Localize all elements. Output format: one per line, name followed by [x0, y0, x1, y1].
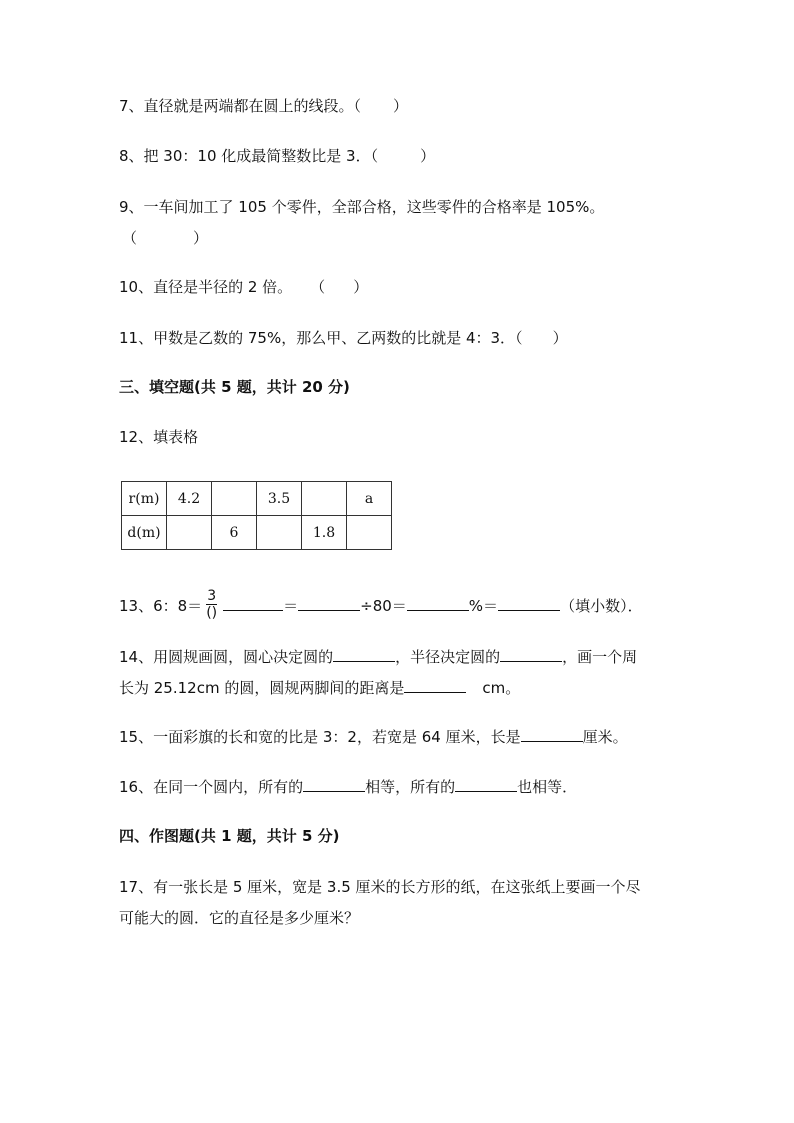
table-row [122, 482, 392, 516]
blank[interactable] [407, 596, 469, 611]
section-3-heading: 三、填空题(共 5 题，共计 20 分) [119, 378, 350, 396]
table-cell: 3.5 [257, 482, 302, 516]
fraction: $\frac{3}{()}$ [206, 588, 218, 621]
table-cell: d(m) [122, 516, 167, 550]
question-14-line-2: 长为 25.12cm 的圆，圆规两脚间的距离是 cm。 [119, 679, 521, 697]
question-17-line-1: 17、有一张长是 5 厘米，宽是 3.5 厘米的长方形的纸，在这张纸上要画一个尽 [119, 878, 641, 896]
question-16: 16、在同一个圆内，所有的 相等，所有的 也相等． [119, 778, 578, 796]
blank[interactable] [223, 596, 283, 611]
blank[interactable] [455, 777, 517, 792]
question-14-line-1: 14、用圆规画圆，圆心决定圆的 ，半径决定圆的 ，画一个周 [119, 648, 638, 666]
question-8: 8、把 30：10 化成最简整数比是 3．（ ） [119, 147, 436, 165]
blank[interactable] [298, 596, 360, 611]
question-13: 13、6：8＝ $\frac{3}{()}$ ＝ ÷80＝ %＝ （填小数）． [119, 588, 643, 621]
table-cell: 4.2 [167, 482, 212, 516]
blank[interactable] [303, 777, 365, 792]
table-cell [257, 516, 302, 550]
blank[interactable] [498, 596, 560, 611]
table-cell [347, 516, 392, 550]
question-11: 11、甲数是乙数的 75%，那么甲、乙两数的比就是 4：3．（ ） [119, 329, 568, 347]
blank[interactable] [404, 678, 466, 693]
table-cell [302, 482, 347, 516]
question-9-answer-parens: （ ） [122, 229, 209, 247]
question-12: 12、填表格 [119, 428, 199, 446]
question-15: 15、一面彩旗的长和宽的比是 3：2，若宽是 64 厘米，长是 厘米。 [119, 728, 628, 746]
table-row [122, 516, 392, 550]
question-7: 7、直径就是两端都在圆上的线段。（ ） [119, 97, 409, 115]
blank[interactable] [333, 647, 395, 662]
radius-diameter-table [121, 481, 392, 550]
question-10: 10、直径是半径的 2 倍。 （ ） [119, 278, 369, 296]
table-cell: r(m) [122, 482, 167, 516]
question-17-line-2: 可能大的圆．它的直径是多少厘米？ [119, 909, 360, 927]
section-4-heading: 四、作图题(共 1 题，共计 5 分) [119, 827, 340, 845]
table-cell: a [347, 482, 392, 516]
question-9: 9、一车间加工了 105 个零件，全部合格，这些零件的合格率是 105%。 [119, 198, 605, 216]
table-cell [212, 482, 257, 516]
table-cell: 1.8 [302, 516, 347, 550]
blank[interactable] [521, 727, 583, 742]
blank[interactable] [500, 647, 562, 662]
table-cell [167, 516, 212, 550]
table-cell: 6 [212, 516, 257, 550]
